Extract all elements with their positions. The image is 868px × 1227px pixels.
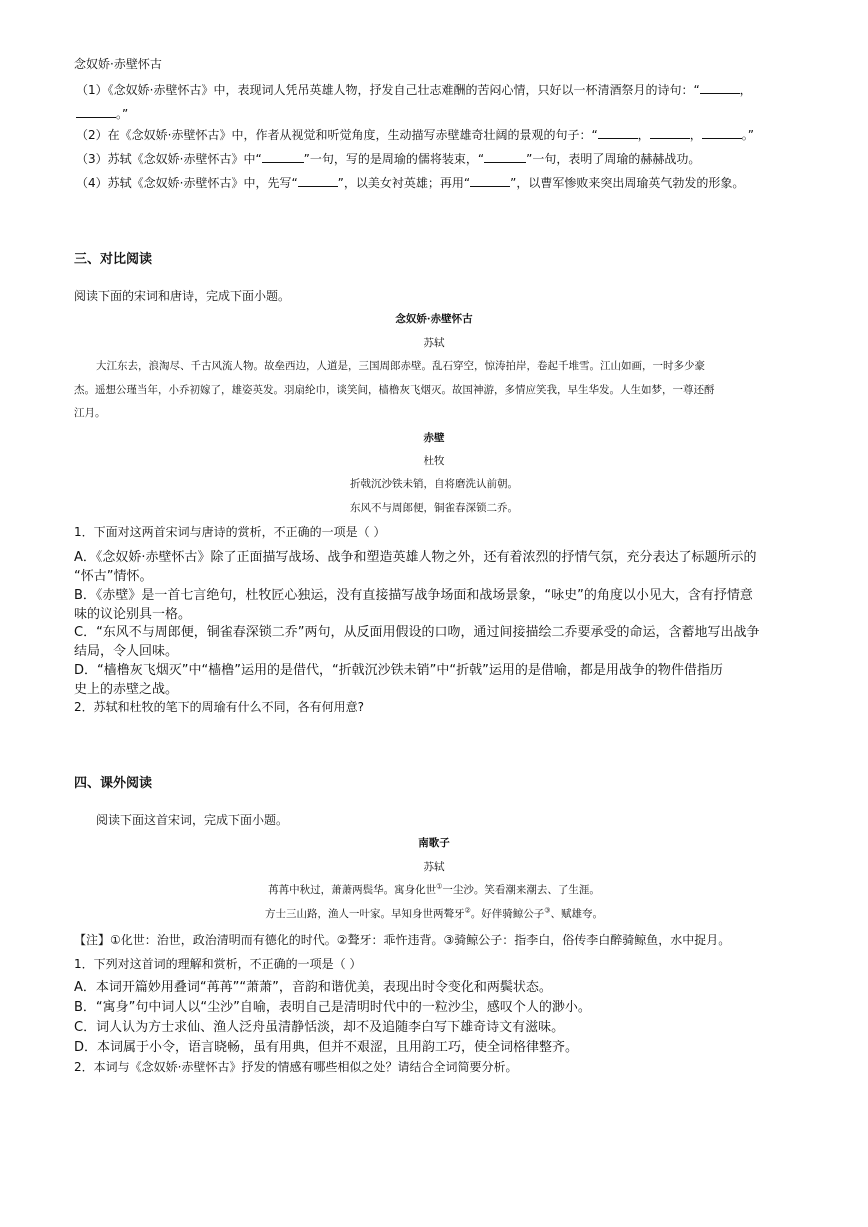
footnote-mark: ① bbox=[436, 882, 443, 891]
poem-title: 南歌子 bbox=[418, 837, 450, 849]
option-b[interactable]: B．“寓身”句中词人以“尘沙”自喻，表明自己是清明时代中的一粒沙尘，感叹个人的渺小。 bbox=[74, 1000, 591, 1015]
fill-question-4 bbox=[76, 174, 744, 191]
fill-question-3-text: ”一句，表明了周瑜的赫赫战功。 bbox=[526, 152, 701, 166]
answer-blank[interactable] bbox=[700, 82, 740, 94]
footnote: 【注】①化世：治世，政治清明而有德化的时代。②聱牙：乖忤违背。③骑鲸公子：指李白，俗传李白醉骑鲸鱼，水中捉月。 bbox=[74, 933, 731, 947]
poem-text: 一尘沙。笑看潮来潮去、了生涯。 bbox=[442, 884, 600, 896]
fill-question-4-text: ”，以美女衬英雄；再用“ bbox=[337, 176, 471, 190]
poem-author: 杜牧 bbox=[423, 455, 445, 467]
fill-question-3-text: ”一句，写的是周瑜的儒将装束，“ bbox=[303, 152, 485, 166]
fill-question-1-text: （1）《念奴娇·赤壁怀古》中，表现词人凭吊英雄人物，抒发自己壮志难酬的苦闷心情，只好以一杯清酒祭月的诗句：“ bbox=[76, 83, 700, 97]
footnote-mark: ③ bbox=[544, 906, 551, 915]
poem-line: 杰。遥想公瑾当年，小乔初嫁了，雄姿英发。羽扇纶巾，谈笑间，樯橹灰飞烟灭。故国神游，多情应笑我，早生华发。人生如梦，一尊还酹 bbox=[74, 384, 715, 396]
punct: 。” bbox=[116, 107, 129, 121]
poem-author: 苏轼 bbox=[423, 337, 445, 349]
question-2: 2．本词与《念奴娇·赤壁怀古》抒发的情感有哪些相似之处？请结合全词简要分析。 bbox=[74, 1060, 518, 1074]
fill-question-3 bbox=[76, 150, 700, 167]
option-c[interactable]: C．词人认为方士求仙、渔人泛舟虽清静恬淡，却不及追随李白写下雄奇诗文有滋味。 bbox=[74, 1020, 565, 1035]
answer-blank[interactable] bbox=[650, 127, 690, 139]
fill-question-2-text: （2）在《念奴娇·赤壁怀古》中，作者从视觉和听觉角度，生动描写赤壁雄奇壮阔的景观的句子：“ bbox=[76, 128, 598, 142]
question-1: 1．下列对这首词的理解和赏析，不正确的一项是（ ） bbox=[74, 957, 362, 971]
section-intro: 阅读下面这首宋词，完成下面小题。 bbox=[96, 813, 289, 827]
punct: 。” bbox=[741, 128, 754, 142]
poem-line bbox=[0, 906, 868, 921]
question-1: 1．下面对这两首宋词与唐诗的赏析，不正确的一项是（ ） bbox=[74, 525, 386, 539]
answer-blank[interactable] bbox=[470, 175, 510, 187]
fill-question-1-cont bbox=[76, 105, 128, 122]
fill-question-3-text: （3）苏轼《念奴娇·赤壁怀古》中“ bbox=[76, 152, 262, 166]
option-b-cont: 味的议论别具一格。 bbox=[74, 607, 192, 622]
answer-blank[interactable] bbox=[598, 127, 638, 139]
option-a[interactable]: A．本词开篇妙用叠词“苒苒”“萧萧”，音韵和谐优美，表现出时令变化和两鬓状态。 bbox=[74, 980, 552, 995]
fill-question-1 bbox=[76, 81, 752, 98]
answer-blank[interactable] bbox=[76, 106, 116, 118]
option-a[interactable]: A．《念奴娇·赤壁怀古》除了正面描写战场、战争和塑造英雄人物之外，还有着浓烈的抒情气氛，充分表达了标题所示的 bbox=[74, 550, 757, 565]
poem-text: 方士三山路，渔人一叶家。早知身世两聱牙 bbox=[264, 908, 465, 920]
question-2: 2．苏轼和杜牧的笔下的周瑜有什么不同，各有何用意? bbox=[74, 700, 365, 714]
option-c-cont: 结局，令人回味。 bbox=[74, 644, 179, 659]
answer-blank[interactable] bbox=[298, 175, 338, 187]
answer-blank[interactable] bbox=[702, 127, 742, 139]
option-d[interactable]: D．本词属于小令，语言晓畅，虽有用典，但并不艰涩，且用韵工巧，使全词格律整齐。 bbox=[74, 1040, 579, 1055]
fill-question-2 bbox=[76, 126, 754, 143]
poem-line bbox=[0, 882, 868, 897]
option-d[interactable]: D．“樯橹灰飞烟灭”中“樯橹”运用的是借代，“折戟沉沙铁未销”中“折戟”运用的是借喻，都是用战争的物件借指历 bbox=[74, 663, 723, 678]
poem-line: 东风不与周郎便，铜雀春深锁二乔。 bbox=[350, 502, 518, 514]
poem-title: 念奴娇·赤壁怀古 bbox=[395, 313, 473, 325]
punct: ， bbox=[739, 83, 752, 97]
poem-heading: 念奴娇·赤壁怀古 bbox=[74, 57, 162, 71]
punct: ， bbox=[689, 128, 702, 142]
poem-line: 大江东去，浪淘尽、千古风流人物。故垒西边，人道是，三国周郎赤壁。乱石穿空，惊涛拍岸，卷起千堆雪。江山如画，一时多少豪 bbox=[96, 360, 705, 372]
answer-blank[interactable] bbox=[262, 151, 304, 163]
option-c[interactable]: C．“东风不与周郎便，铜雀春深锁二乔”两句，从反面用假设的口吻，通过间接描绘二乔要承受的命运，含蓄地写出战争 bbox=[74, 625, 760, 640]
poem-line: 折戟沉沙铁未销，自将磨洗认前朝。 bbox=[350, 478, 518, 490]
section-heading-3: 三、对比阅读 bbox=[74, 252, 153, 267]
section-intro: 阅读下面的宋词和唐诗，完成下面小题。 bbox=[74, 289, 291, 303]
fill-question-4-text: ”，以曹军惨败来突出周瑜英气勃发的形象。 bbox=[510, 176, 745, 190]
poem-text: 、赋雄夸。 bbox=[550, 908, 604, 920]
poem-line: 江月。 bbox=[74, 407, 106, 419]
punct: ， bbox=[637, 128, 650, 142]
option-d-cont: 史上的赤壁之战。 bbox=[74, 682, 179, 697]
fill-question-4-text: （4）苏轼《念奴娇·赤壁怀古》中，先写“ bbox=[76, 176, 298, 190]
poem-title: 赤壁 bbox=[423, 432, 445, 444]
section-heading-4: 四、课外阅读 bbox=[74, 776, 153, 791]
poem-text: 。好伴骑鲸公子 bbox=[470, 908, 545, 920]
option-a-cont: “怀古”情怀。 bbox=[74, 569, 153, 584]
footnote-mark: ② bbox=[464, 906, 471, 915]
poem-text: 苒苒中秋过，萧萧两鬓华。寓身化世 bbox=[268, 884, 437, 896]
option-b[interactable]: B．《赤壁》是一首七言绝句，杜牧匠心独运，没有直接描写战争场面和战场景象，“咏史”的角度以小见大，含有抒情意 bbox=[74, 588, 753, 603]
poem-author: 苏轼 bbox=[423, 861, 445, 873]
answer-blank[interactable] bbox=[484, 151, 526, 163]
